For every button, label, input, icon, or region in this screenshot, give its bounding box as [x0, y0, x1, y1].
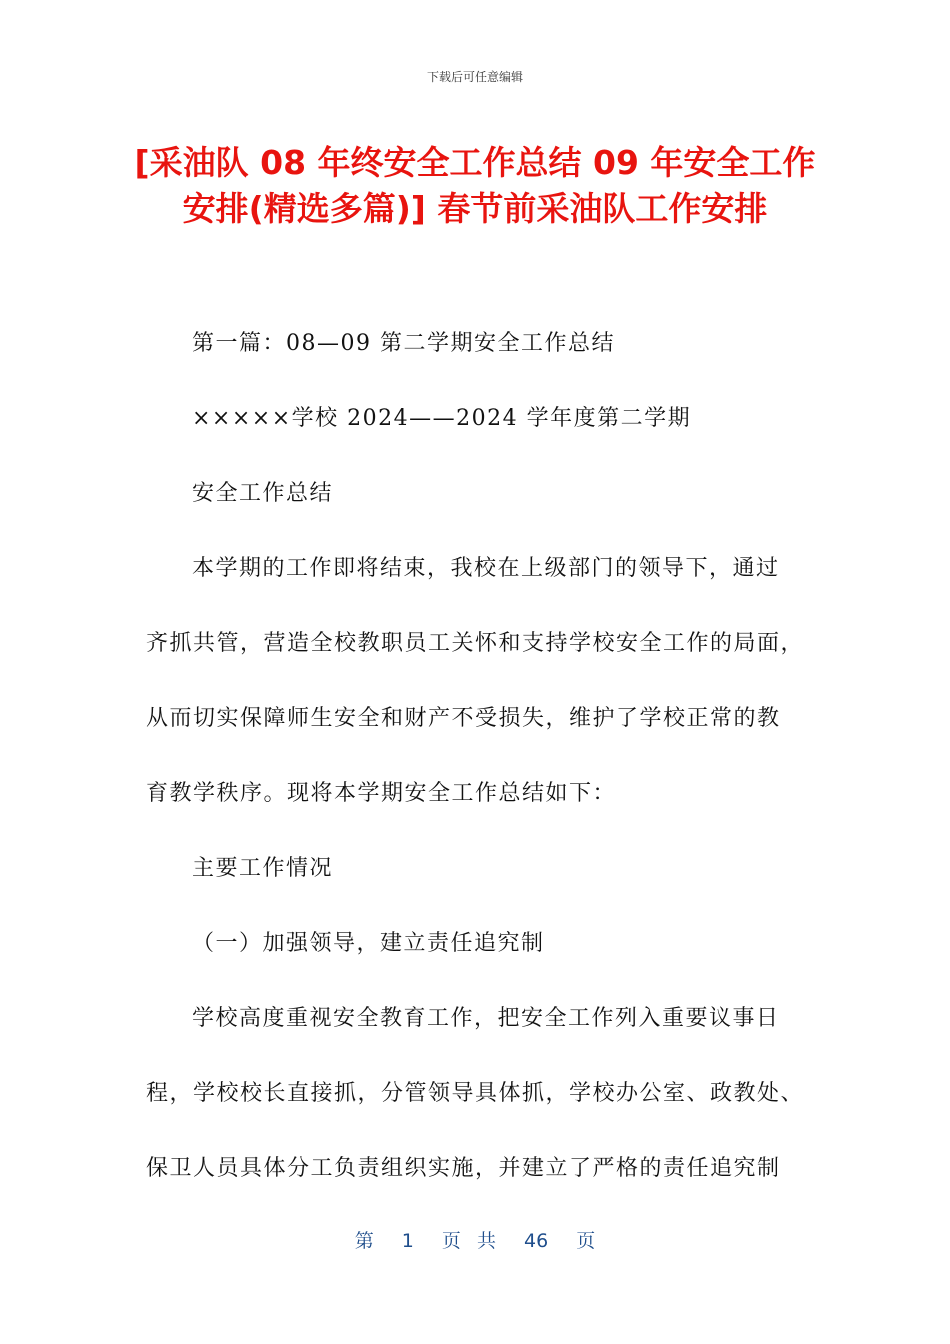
body-line: 程，学校校长直接抓，分管领导具体抓，学校办公室、政教处、 [146, 1081, 805, 1106]
document-body [146, 322, 811, 1222]
body-line: 安全工作总结 [192, 481, 334, 506]
body-line: 从而切实保障师生安全和财产不受损失，维护了学校正常的教 [146, 706, 781, 731]
page-mid: 页 共 [441, 1230, 496, 1252]
body-line: 学校高度重视安全教育工作，把安全工作列入重要议事日 [192, 1006, 780, 1031]
body-line: 本学期的工作即将结束，我校在上级部门的领导下，通过 [192, 556, 780, 581]
page-current: 1 [401, 1230, 414, 1252]
page-prefix: 第 [354, 1230, 374, 1252]
body-line: 齐抓共管，营造全校教职员工关怀和支持学校安全工作的局面， [146, 631, 805, 656]
title-line-2: 安排(精选多篇)] 春节前采油队工作安排 [182, 189, 768, 228]
body-line: 育教学秩序。现将本学期安全工作总结如下： [146, 781, 617, 806]
document-title [100, 140, 850, 232]
body-line: 第一篇：08—09 第二学期安全工作总结 [192, 331, 615, 356]
body-line: （一）加强领导，建立责任追究制 [192, 931, 545, 956]
page-footer [0, 1226, 950, 1253]
body-line: ×××××学校 2024——2024 学年度第二学期 [192, 406, 692, 431]
body-line: 主要工作情况 [192, 856, 334, 881]
title-line-1: [采油队 08 年终安全工作总结 09 年安全工作 [134, 143, 816, 182]
page-total: 46 [524, 1230, 549, 1252]
body-line: 保卫人员具体分工负责组织实施，并建立了严格的责任追究制 [146, 1156, 781, 1181]
page-suffix: 页 [576, 1230, 596, 1252]
header-note: 下载后可任意编辑 [426, 70, 523, 84]
